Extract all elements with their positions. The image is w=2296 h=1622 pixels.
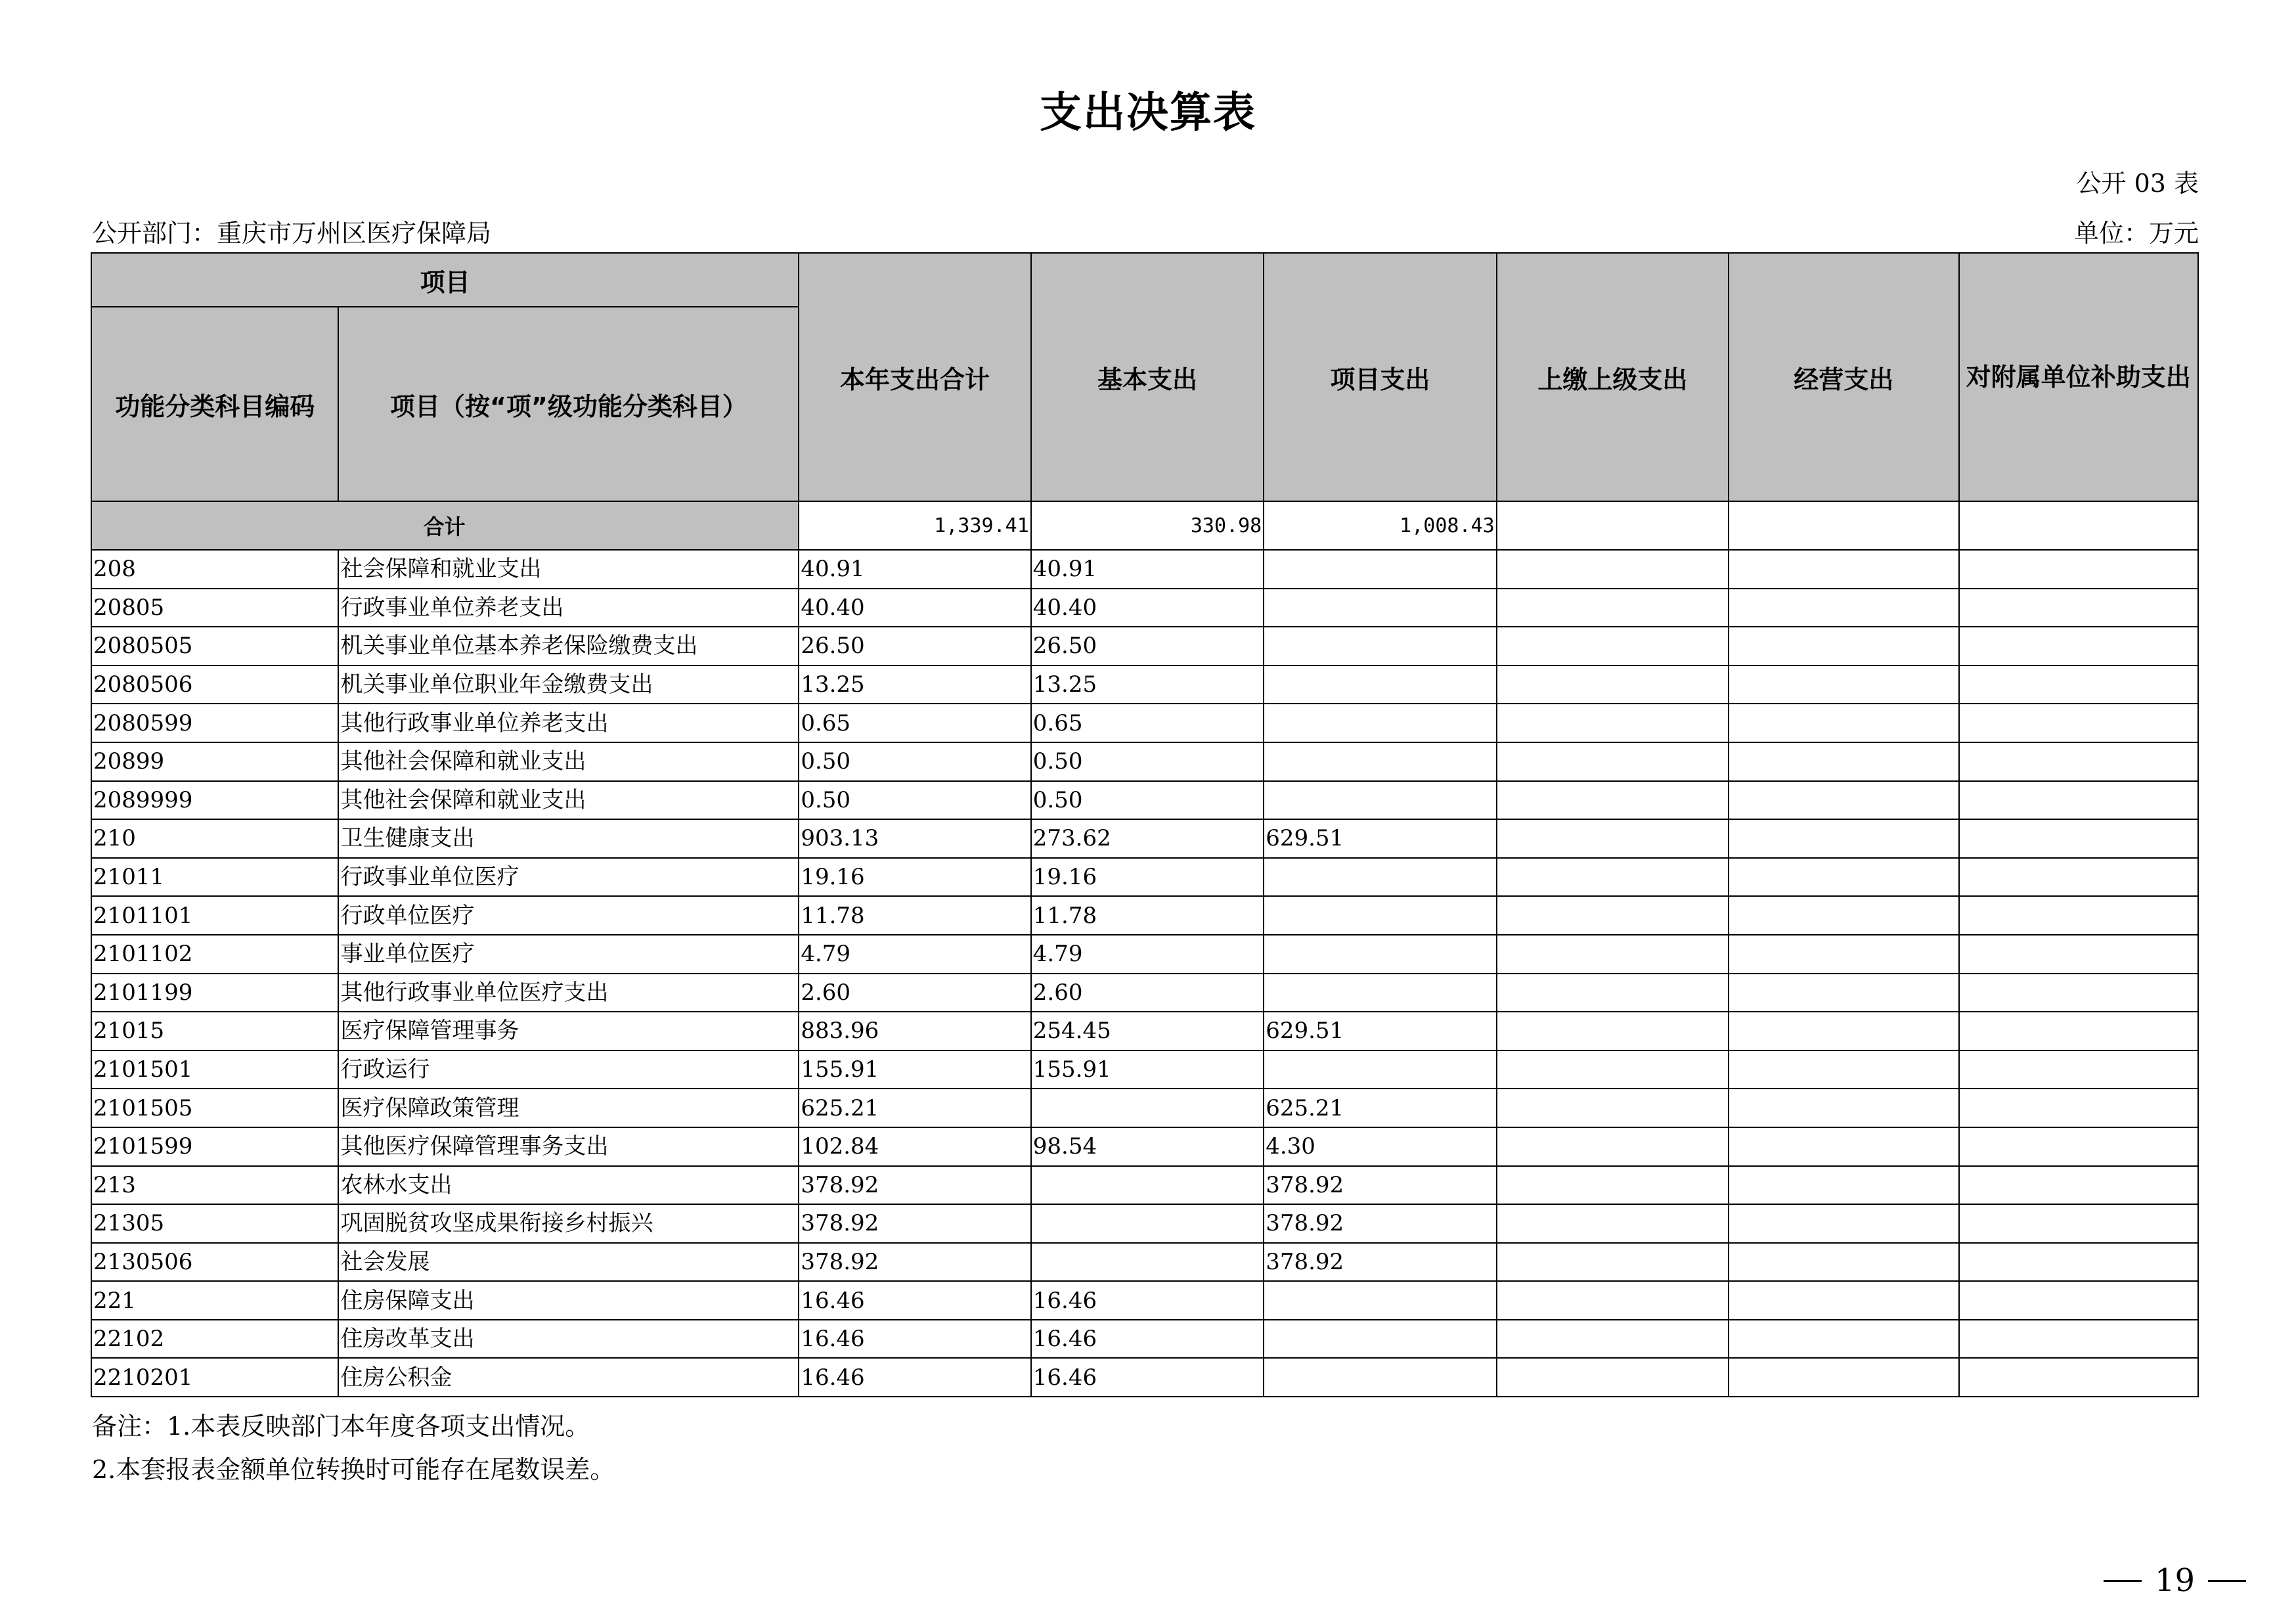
cell-upper [1497, 819, 1729, 858]
table-row [91, 1166, 2198, 1205]
cell-name: 社会保障和就业支出 [338, 550, 799, 589]
table-row [91, 1127, 2198, 1166]
cell-total: 0.65 [799, 704, 1030, 742]
cell-project [1264, 742, 1496, 781]
cell-business [1729, 974, 1958, 1012]
table-row [91, 704, 2198, 742]
cell-basic: 0.50 [1031, 742, 1264, 781]
cell-subsidy [1959, 1281, 2199, 1320]
cell-code: 2101102 [91, 935, 338, 974]
cell-name: 机关事业单位职业年金缴费支出 [338, 665, 799, 704]
table-row [91, 1089, 2198, 1127]
cell-code: 213 [91, 1166, 338, 1205]
cell-basic: 16.46 [1031, 1358, 1264, 1397]
cell-code: 20899 [91, 742, 338, 781]
cell-code: 2080505 [91, 627, 338, 665]
cell-code: 2080599 [91, 704, 338, 742]
cell-name: 行政运行 [338, 1050, 799, 1089]
cell-business [1729, 781, 1958, 820]
cell-code: 22102 [91, 1320, 338, 1359]
cell-basic: 40.91 [1031, 550, 1264, 589]
cell-total: 903.13 [799, 819, 1030, 858]
cell-project [1264, 704, 1496, 742]
cell-name: 行政事业单位养老支出 [338, 589, 799, 627]
cell-name: 行政事业单位医疗 [338, 858, 799, 897]
cell-upper [1497, 1204, 1729, 1243]
expenditure-table [91, 252, 2199, 1397]
total-basic: 330.98 [1031, 501, 1264, 550]
cell-total: 16.46 [799, 1320, 1030, 1359]
cell-subsidy [1959, 1050, 2199, 1089]
cell-business [1729, 1281, 1958, 1320]
cell-name: 其他社会保障和就业支出 [338, 742, 799, 781]
cell-name: 行政单位医疗 [338, 896, 799, 935]
table-row [91, 974, 2198, 1012]
table-row [91, 1320, 2198, 1359]
cell-upper [1497, 1050, 1729, 1089]
cell-total: 16.46 [799, 1281, 1030, 1320]
cell-project [1264, 974, 1496, 1012]
cell-total: 0.50 [799, 781, 1030, 820]
cell-project [1264, 627, 1496, 665]
cell-basic: 0.50 [1031, 781, 1264, 820]
cell-code: 221 [91, 1281, 338, 1320]
cell-basic: 40.40 [1031, 589, 1264, 627]
cell-basic: 98.54 [1031, 1127, 1264, 1166]
cell-subsidy [1959, 627, 2199, 665]
table-row [91, 1204, 2198, 1243]
table-row [91, 1358, 2198, 1397]
cell-basic [1031, 1243, 1264, 1282]
cell-basic: 0.65 [1031, 704, 1264, 742]
cell-total: 378.92 [799, 1204, 1030, 1243]
cell-project: 378.92 [1264, 1243, 1496, 1282]
cell-upper [1497, 665, 1729, 704]
cell-business [1729, 1243, 1958, 1282]
cell-upper [1497, 1089, 1729, 1127]
cell-project [1264, 896, 1496, 935]
cell-basic [1031, 1166, 1264, 1205]
cell-code: 2130506 [91, 1243, 338, 1282]
cell-total: 2.60 [799, 974, 1030, 1012]
cell-project [1264, 1358, 1496, 1397]
cell-business [1729, 1320, 1958, 1359]
cell-name: 卫生健康支出 [338, 819, 799, 858]
cell-name: 住房改革支出 [338, 1320, 799, 1359]
cell-subsidy [1959, 935, 2199, 974]
cell-total: 16.46 [799, 1358, 1030, 1397]
cell-subsidy [1959, 1358, 2199, 1397]
cell-code: 2101599 [91, 1127, 338, 1166]
cell-total: 4.79 [799, 935, 1030, 974]
cell-subsidy [1959, 665, 2199, 704]
cell-upper [1497, 589, 1729, 627]
cell-project [1264, 1281, 1496, 1320]
cell-business [1729, 935, 1958, 974]
note-1: 备注：1.本表反映部门本年度各项支出情况。 [92, 1412, 590, 1441]
cell-upper [1497, 781, 1729, 820]
cell-project: 629.51 [1264, 1012, 1496, 1050]
cell-project [1264, 1320, 1496, 1359]
table-row [91, 589, 2198, 627]
table-row [91, 1012, 2198, 1050]
cell-upper [1497, 858, 1729, 897]
cell-basic: 2.60 [1031, 974, 1264, 1012]
cell-upper [1497, 1166, 1729, 1205]
cell-upper [1497, 627, 1729, 665]
cell-code: 210 [91, 819, 338, 858]
cell-basic: 16.46 [1031, 1320, 1264, 1359]
cell-project [1264, 550, 1496, 589]
cell-name: 医疗保障管理事务 [338, 1012, 799, 1050]
page-number-text: 19 [2154, 1562, 2195, 1599]
cell-code: 2101501 [91, 1050, 338, 1089]
cell-name: 其他社会保障和就业支出 [338, 781, 799, 820]
cell-subsidy [1959, 1089, 2199, 1127]
cell-name: 住房保障支出 [338, 1281, 799, 1320]
cell-subsidy [1959, 550, 2199, 589]
cell-business [1729, 1358, 1958, 1397]
cell-project [1264, 858, 1496, 897]
cell-name: 其他行政事业单位医疗支出 [338, 974, 799, 1012]
cell-code: 2089999 [91, 781, 338, 820]
header-basic: 基本支出 [1031, 253, 1264, 501]
cell-project: 378.92 [1264, 1204, 1496, 1243]
cell-name: 住房公积金 [338, 1358, 799, 1397]
cell-business [1729, 665, 1958, 704]
cell-total: 625.21 [799, 1089, 1030, 1127]
cell-subsidy [1959, 704, 2199, 742]
page-title: 支出决算表 [1040, 89, 1256, 137]
cell-total: 13.25 [799, 665, 1030, 704]
cell-name: 事业单位医疗 [338, 935, 799, 974]
cell-basic: 11.78 [1031, 896, 1264, 935]
table-row [91, 1243, 2198, 1282]
dash-right [2208, 1580, 2246, 1582]
cell-business [1729, 1012, 1958, 1050]
cell-code: 2080506 [91, 665, 338, 704]
header-project: 项目支出 [1264, 253, 1496, 501]
cell-subsidy [1959, 1320, 2199, 1359]
cell-basic: 155.91 [1031, 1050, 1264, 1089]
total-total: 1,339.41 [799, 501, 1030, 550]
total-business [1729, 501, 1958, 550]
cell-basic [1031, 1089, 1264, 1127]
cell-name: 农林水支出 [338, 1166, 799, 1205]
cell-basic [1031, 1204, 1264, 1243]
header-item-group: 项目 [91, 253, 799, 307]
cell-total: 378.92 [799, 1243, 1030, 1282]
table-row [91, 665, 2198, 704]
cell-upper [1497, 1281, 1729, 1320]
table-row [91, 819, 2198, 858]
cell-upper [1497, 742, 1729, 781]
cell-total: 0.50 [799, 742, 1030, 781]
cell-basic: 16.46 [1031, 1281, 1264, 1320]
cell-project [1264, 1050, 1496, 1089]
table-row [91, 781, 2198, 820]
cell-project [1264, 589, 1496, 627]
cell-business [1729, 1127, 1958, 1166]
table-row [91, 935, 2198, 974]
cell-upper [1497, 1320, 1729, 1359]
cell-name: 社会发展 [338, 1243, 799, 1282]
header-code: 功能分类科目编码 [91, 307, 338, 501]
cell-subsidy [1959, 1243, 2199, 1282]
cell-total: 19.16 [799, 858, 1030, 897]
cell-upper [1497, 1127, 1729, 1166]
cell-project [1264, 665, 1496, 704]
header-upper: 上缴上级支出 [1497, 253, 1729, 501]
cell-project: 625.21 [1264, 1089, 1496, 1127]
cell-project [1264, 781, 1496, 820]
cell-name: 巩固脱贫攻坚成果衔接乡村振兴 [338, 1204, 799, 1243]
cell-code: 2101505 [91, 1089, 338, 1127]
cell-total: 40.91 [799, 550, 1030, 589]
cell-business [1729, 742, 1958, 781]
cell-code: 2101199 [91, 974, 338, 1012]
cell-total: 11.78 [799, 896, 1030, 935]
cell-code: 2101101 [91, 896, 338, 935]
cell-total: 26.50 [799, 627, 1030, 665]
cell-upper [1497, 1358, 1729, 1397]
cell-total: 378.92 [799, 1166, 1030, 1205]
department-label: 公开部门：重庆市万州区医疗保障局 [92, 219, 492, 248]
cell-subsidy [1959, 1012, 2199, 1050]
cell-business [1729, 1089, 1958, 1127]
cell-project: 378.92 [1264, 1166, 1496, 1205]
form-number: 公开 03 表 [2076, 169, 2199, 198]
table-row [91, 627, 2198, 665]
header-business: 经营支出 [1729, 253, 1958, 501]
cell-business [1729, 819, 1958, 858]
table-row [91, 1050, 2198, 1089]
cell-upper [1497, 1012, 1729, 1050]
total-subsidy [1959, 501, 2199, 550]
cell-subsidy [1959, 974, 2199, 1012]
cell-upper [1497, 974, 1729, 1012]
cell-basic: 273.62 [1031, 819, 1264, 858]
cell-basic: 254.45 [1031, 1012, 1264, 1050]
total-row [91, 501, 2198, 550]
total-label: 合计 [91, 501, 799, 550]
cell-total: 155.91 [799, 1050, 1030, 1089]
cell-upper [1497, 704, 1729, 742]
cell-business [1729, 550, 1958, 589]
table-row [91, 550, 2198, 589]
cell-business [1729, 627, 1958, 665]
cell-subsidy [1959, 781, 2199, 820]
cell-business [1729, 858, 1958, 897]
cell-upper [1497, 935, 1729, 974]
cell-total: 102.84 [799, 1127, 1030, 1166]
header-total: 本年支出合计 [799, 253, 1030, 501]
cell-code: 20805 [91, 589, 338, 627]
total-project: 1,008.43 [1264, 501, 1496, 550]
cell-project [1264, 935, 1496, 974]
cell-code: 2210201 [91, 1358, 338, 1397]
cell-name: 机关事业单位基本养老保险缴费支出 [338, 627, 799, 665]
header-subsidy: 对附属单位补助支出 [1959, 253, 2199, 501]
header-item-name: 项目（按“项”级功能分类科目） [338, 307, 799, 501]
cell-code: 21305 [91, 1204, 338, 1243]
cell-basic: 4.79 [1031, 935, 1264, 974]
cell-business [1729, 1166, 1958, 1205]
cell-name: 医疗保障政策管理 [338, 1089, 799, 1127]
cell-subsidy [1959, 858, 2199, 897]
cell-code: 21011 [91, 858, 338, 897]
cell-subsidy [1959, 1204, 2199, 1243]
page-number [2104, 1562, 2246, 1599]
cell-business [1729, 1204, 1958, 1243]
cell-basic: 19.16 [1031, 858, 1264, 897]
cell-subsidy [1959, 896, 2199, 935]
cell-business [1729, 704, 1958, 742]
dash-left [2104, 1580, 2142, 1582]
cell-code: 208 [91, 550, 338, 589]
cell-total: 40.40 [799, 589, 1030, 627]
table-row [91, 858, 2198, 897]
cell-subsidy [1959, 1166, 2199, 1205]
cell-project: 629.51 [1264, 819, 1496, 858]
cell-business [1729, 896, 1958, 935]
cell-total: 883.96 [799, 1012, 1030, 1050]
unit-label: 单位：万元 [2073, 219, 2199, 248]
cell-name: 其他医疗保障管理事务支出 [338, 1127, 799, 1166]
cell-upper [1497, 896, 1729, 935]
cell-business [1729, 1050, 1958, 1089]
table-row [91, 742, 2198, 781]
cell-upper [1497, 1243, 1729, 1282]
cell-business [1729, 589, 1958, 627]
table-row [91, 1281, 2198, 1320]
cell-subsidy [1959, 742, 2199, 781]
cell-basic: 13.25 [1031, 665, 1264, 704]
cell-code: 21015 [91, 1012, 338, 1050]
total-upper [1497, 501, 1729, 550]
cell-basic: 26.50 [1031, 627, 1264, 665]
cell-subsidy [1959, 589, 2199, 627]
cell-subsidy [1959, 819, 2199, 858]
cell-upper [1497, 550, 1729, 589]
note-2: 2.本套报表金额单位转换时可能存在尾数误差。 [92, 1455, 615, 1484]
table-row [91, 896, 2198, 935]
cell-project: 4.30 [1264, 1127, 1496, 1166]
cell-subsidy [1959, 1127, 2199, 1166]
cell-name: 其他行政事业单位养老支出 [338, 704, 799, 742]
